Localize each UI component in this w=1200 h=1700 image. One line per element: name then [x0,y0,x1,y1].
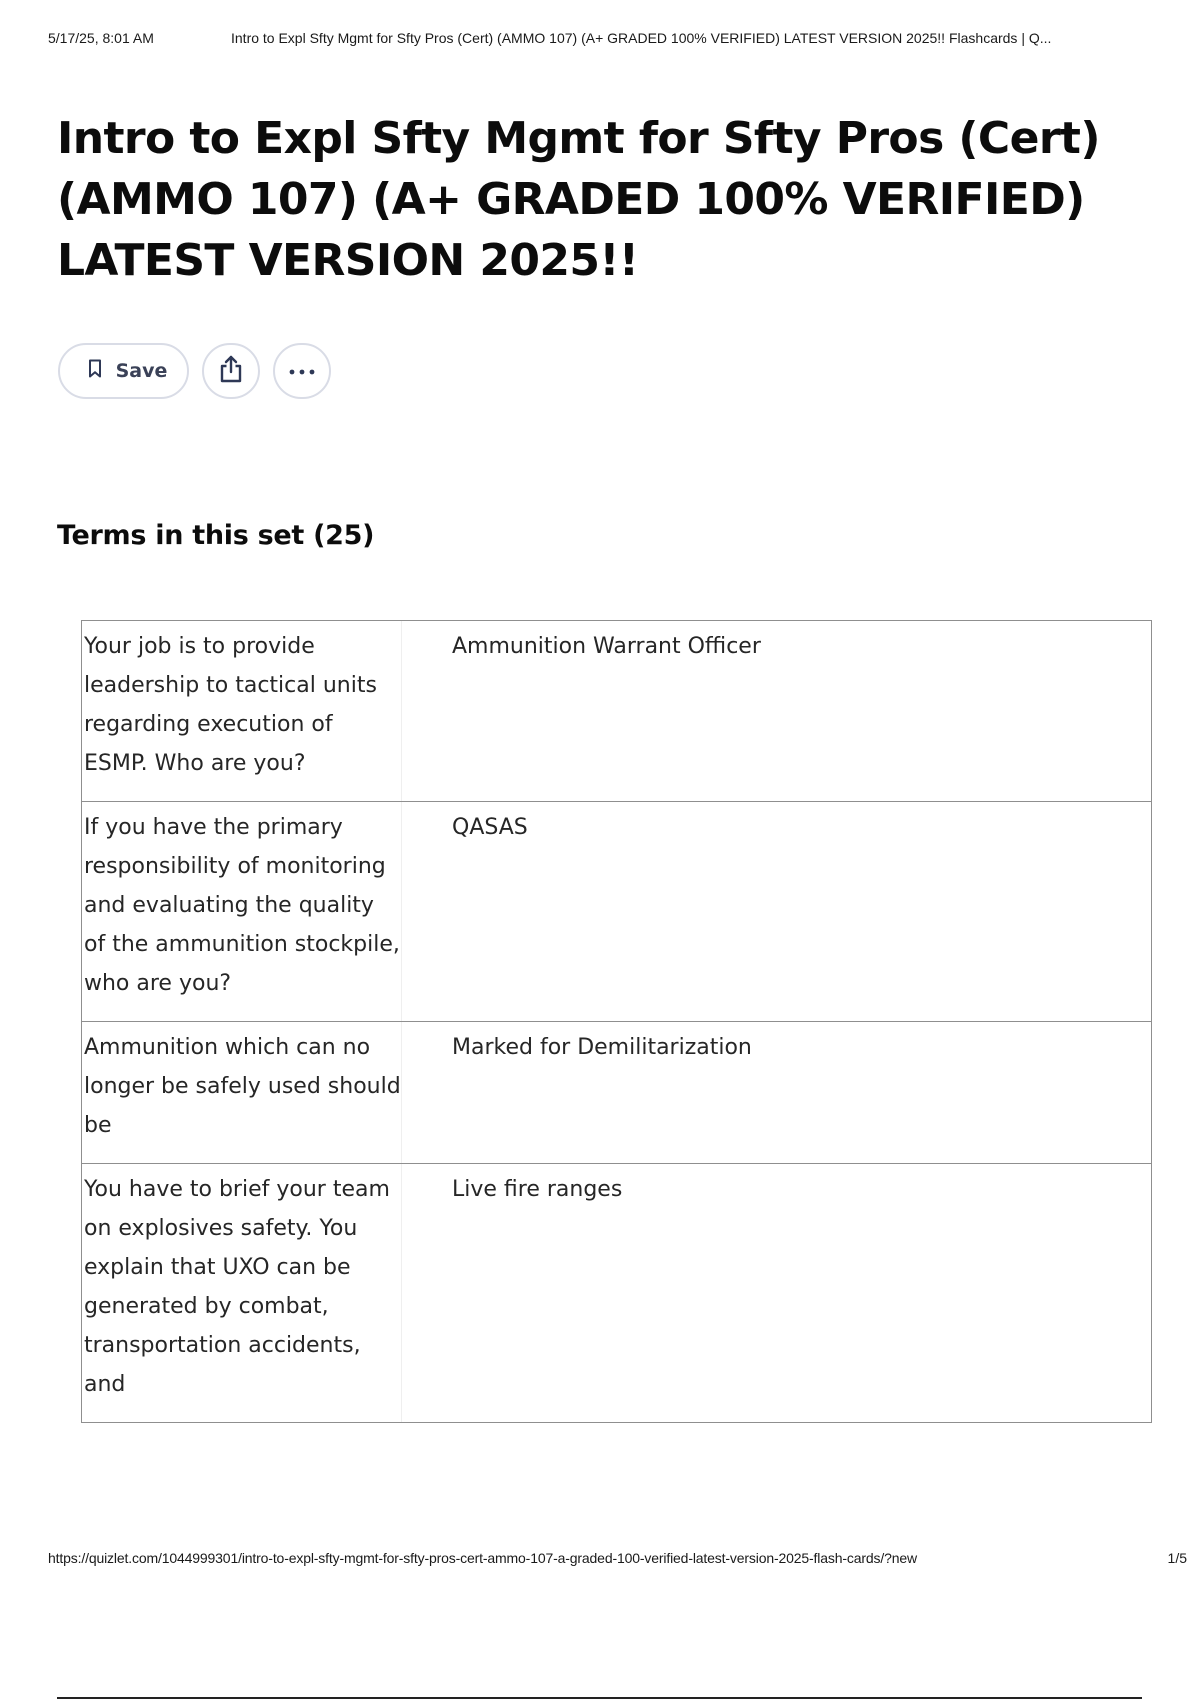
term-row [82,621,1151,802]
set-title: Intro to Expl Sfty Mgmt for Sfty Pros (Cert) (AMMO 107) (A+ GRADED 100% VERIFIED) LATEST VERSION 2025!! [57,113,1100,286]
definition-text: QASAS [452,815,528,840]
term-text: Your job is to provide leadership to tactical units regarding execution of ESMP. Who are you? [82,621,402,801]
print-header [48,30,1170,50]
definition-text: Ammunition Warrant Officer [452,634,761,659]
term-row [82,1164,1151,1422]
more-options-icon [288,362,316,380]
term-row [82,802,1151,1022]
terms-heading: Terms in this set (25) [57,520,375,551]
share-icon [218,355,244,388]
save-button-label: Save [115,360,168,382]
definition-text: Live fire ranges [452,1177,623,1202]
term-text: If you have the primary responsibility of monitoring and evaluating the quality of the ammunition stockpile, who are you? [82,802,402,1021]
page-number: 1/5 [1167,1550,1187,1566]
share-button[interactable] [202,343,260,399]
save-button[interactable] [58,343,189,399]
term-text: You have to brief your team on explosives safety. You explain that UXO can be generated by combat, transportation accidents, and [82,1164,402,1422]
terms-table [81,620,1152,1423]
print-footer [48,1550,1187,1570]
term-text: Ammunition which can no longer be safely used should be [82,1022,402,1163]
definition-text: Marked for Demilitarization [452,1035,752,1060]
more-options-button[interactable] [273,343,331,399]
page-url: https://quizlet.com/1044999301/intro-to-expl-sfty-mgmt-for-sfty-pros-cert-ammo-107-a-graded-100-verified-latest-version-2025-flash-cards/?new [48,1550,917,1566]
term-row [82,1022,1151,1164]
bookmark-icon [88,359,102,383]
print-page-title: Intro to Expl Sfty Mgmt for Sfty Pros (Cert) (AMMO 107) (A+ GRADED 100% VERIFIED) LATEST VERSION 2025!! Flashcards | Q... [231,30,1052,46]
divider [57,1697,1142,1699]
print-timestamp: 5/17/25, 8:01 AM [48,30,154,46]
